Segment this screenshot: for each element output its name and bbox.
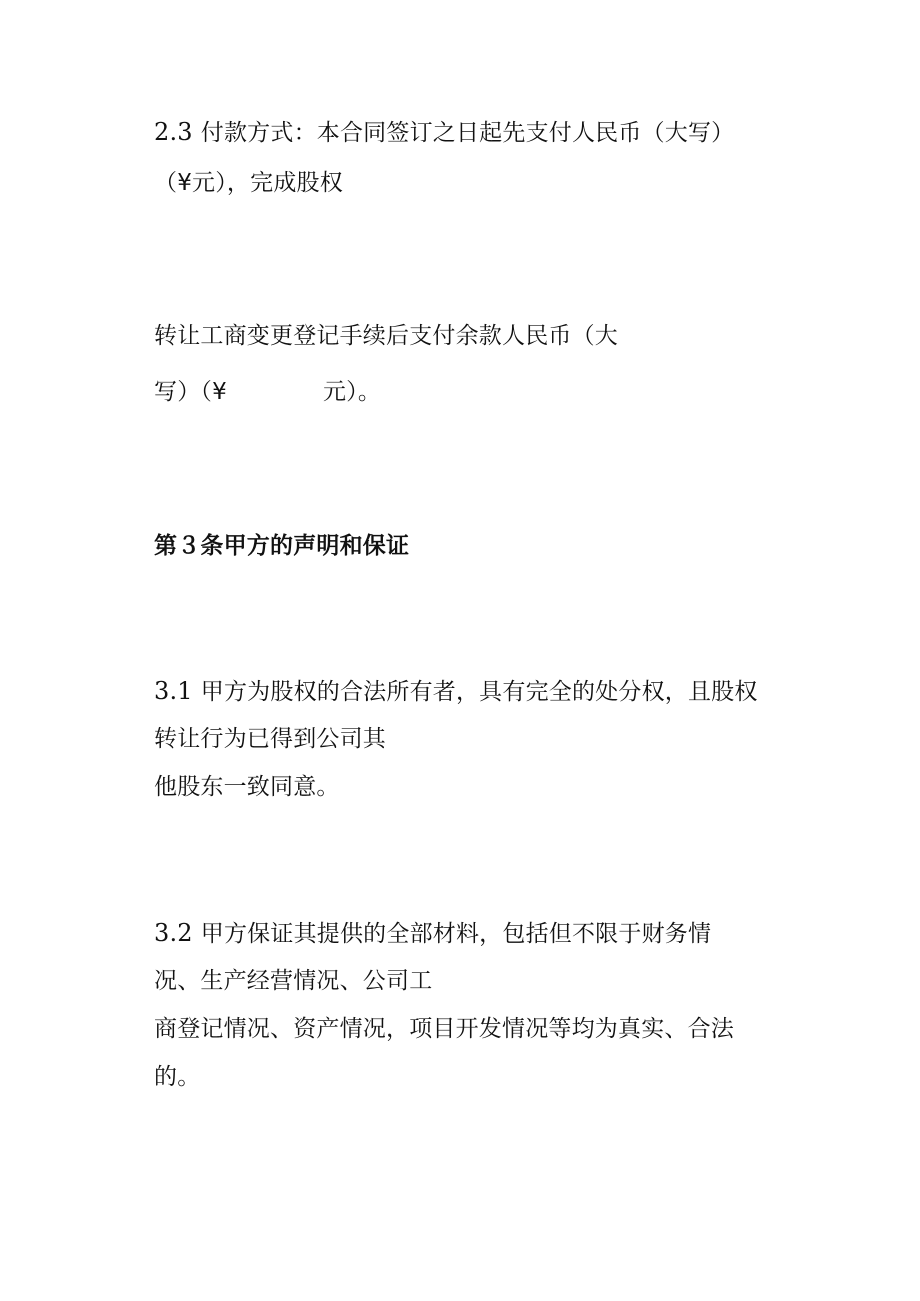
- clause-3-2-line-3: 商登记情况、资产情况，项目开发情况等均为真实、合法: [154, 1016, 734, 1042]
- clause-2-3-line-1: [154, 117, 734, 148]
- clause-number: 2.3: [154, 118, 193, 146]
- clause-text: 甲方为股权的合法所有者，具有完全的处分权，且股权: [200, 679, 758, 705]
- amount-suffix: 元）。: [322, 379, 382, 405]
- clause-3-2-line-1: [154, 918, 711, 949]
- clause-3-2-line-2: 况、生产经营情况、公司工: [154, 968, 433, 994]
- clause-3-2-line-4: 的。: [154, 1064, 201, 1090]
- clause-3-1-line-2: 转让行为已得到公司其: [154, 726, 386, 752]
- article-3-heading: 第３条甲方的声明和保证: [154, 533, 410, 559]
- clause-number: 3.1: [154, 677, 193, 705]
- clause-3-1-line-3: 他股东一致同意。: [154, 774, 340, 800]
- amount-prefix: 写）（¥: [154, 379, 227, 405]
- clause-number: 3.2: [154, 919, 193, 947]
- clause-text: 付款方式：本合同签订之日起先支付人民币（大写）: [200, 120, 735, 146]
- clause-2-3-line-4: [154, 377, 381, 407]
- clause-2-3-line-2: （¥元），完成股权: [154, 170, 343, 196]
- clause-text: 甲方保证其提供的全部材料，包括但不限于财务情: [200, 921, 712, 947]
- clause-2-3-line-3: 转让工商变更登记手续后支付余款人民币（大: [154, 323, 618, 349]
- clause-3-1-line-1: [154, 676, 758, 707]
